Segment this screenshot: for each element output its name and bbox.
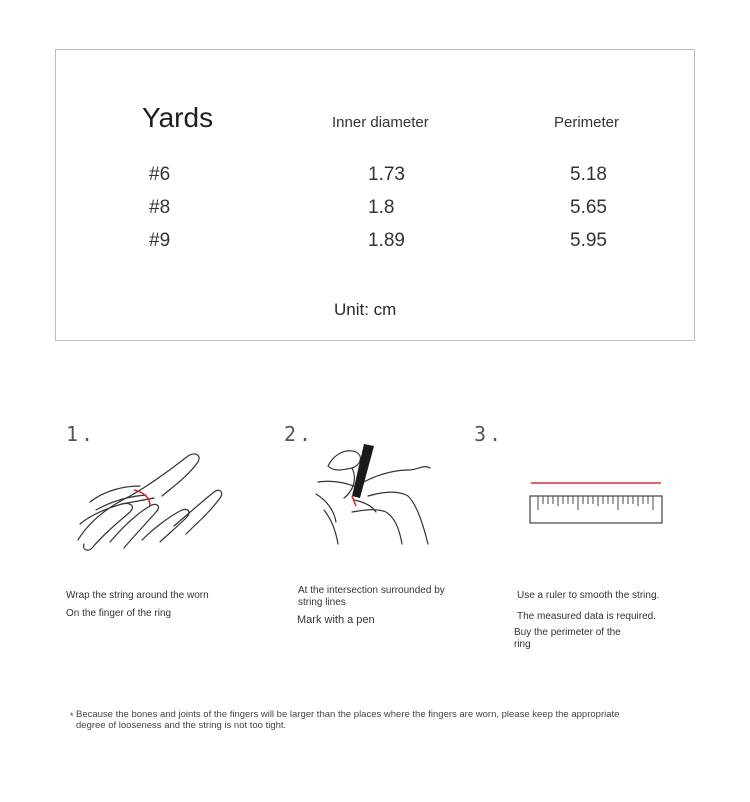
hand-with-string-icon [70,440,230,555]
size-cell: #6 [149,164,171,185]
perimeter-cell: 5.18 [570,164,607,185]
size-cell: #9 [149,230,171,251]
inner-diameter-cell: 1.89 [368,230,405,251]
step-3-number: 3. [474,422,505,446]
perimeter-header: Perimeter [554,114,620,131]
step-2-number: 2. [284,422,315,446]
step-1-caption-2: On the finger of the ring [66,608,172,619]
size-chart-box [55,49,695,341]
step-2-caption-2: Mark with a pen [297,614,375,626]
yards-header: Yards [142,102,214,133]
inner-diameter-header: Inner diameter [332,114,429,131]
step-1-number: 1. [66,422,97,446]
step-1-caption-1: Wrap the string around the worn [66,590,209,601]
perimeter-cell: 5.65 [570,197,607,218]
looseness-note-text: Because the bones and joints of the fingers will be larger than the places where the fingers are worn, please keep the appropriate degree of looseness and the string is not too tight. [76,709,620,731]
inner-diameter-cell: 1.73 [368,164,405,185]
step-3-caption-2: The measured data is required. [517,611,656,622]
hand-marking-with-pen-icon [312,440,442,550]
unit-label: Unit: cm [334,300,397,319]
step-3-caption-1: Use a ruler to smooth the string. [517,590,660,601]
size-cell: #8 [149,197,171,218]
step-3-caption-3: Buy the perimeter of the ring [514,627,621,650]
perimeter-cell: 5.95 [570,230,607,251]
step-2-caption-1: At the intersection surrounded by string lines [298,585,445,608]
note-asterisk: * [70,711,74,721]
inner-diameter-cell: 1.8 [368,197,395,218]
looseness-note [70,709,636,731]
ruler-icon [529,480,663,526]
